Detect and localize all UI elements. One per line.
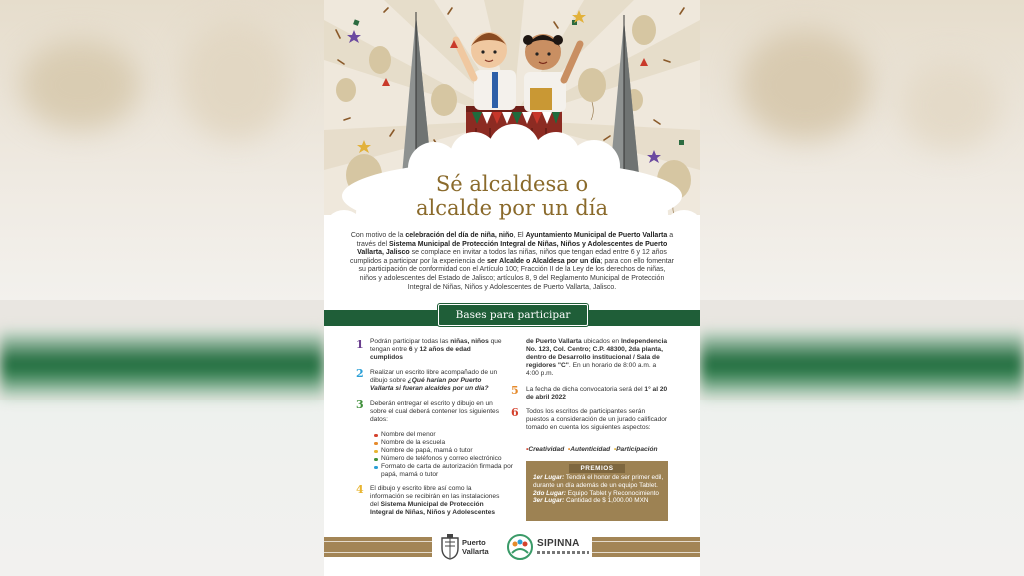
item-number-4: 4	[356, 483, 364, 496]
sipinna-logo: SIPINNA	[537, 538, 580, 549]
item-4-continued: de Puerto Vallarta ubicados en Independencia No. 123, Col. Centro; C.P. 48300, 2da planta, dentro de Desarrollo institucional / Sala de regidores "C". En un horario de 8:00 a.m. a 4:00 p.m.	[526, 338, 668, 378]
prizes-box	[526, 461, 668, 521]
required-data-list	[374, 431, 520, 480]
item-3-text: Deberán entregar el escrito y dibujo en un sobre el cual deberá contener los siguientes datos:	[370, 400, 500, 424]
coat-of-arms-icon	[440, 534, 460, 560]
blurred-background-right	[700, 0, 1024, 576]
item-5-text: La fecha de dicha convocatoria será del 1° al 20 de abril 2022	[526, 386, 668, 402]
bases-title: Bases para participar	[438, 304, 588, 326]
aspects-row: •Creatividad •Autenticidad •Participación	[526, 446, 658, 453]
list-item: Nombre de la escuela	[374, 439, 520, 447]
item-number-3: 3	[356, 398, 364, 411]
hero-illustration	[324, 0, 700, 232]
family-circle-icon	[506, 533, 534, 561]
list-item: Nombre de papá, mamá o tutor	[374, 447, 520, 455]
item-number-1: 1	[356, 338, 364, 351]
aspect-participacion: Participación	[616, 446, 658, 453]
logo-text-line-1: Puerto	[462, 538, 486, 547]
list-item: Número de teléfonos y correo electrónico	[374, 455, 520, 463]
list-item: Nombre del menor	[374, 431, 520, 439]
logo-text-line-2: Vallarta	[462, 547, 489, 556]
item-number-5: 5	[511, 384, 519, 397]
poster	[324, 0, 700, 576]
item-2-text: Realizar un escrito libre acompañado de un dibujo sobre ¿Qué harían por Puerto Vallarta si fueran alcaldes por un día?	[370, 369, 498, 393]
footer-band-right	[592, 537, 700, 557]
footer-band-left	[324, 537, 432, 557]
item-1-text: Podrán participar todas las niñas, niños que tengan entre 6 y 12 años de edad cumplidos	[370, 338, 502, 362]
puerto-vallarta-logo	[440, 532, 498, 562]
aspect-creatividad: Creatividad	[528, 446, 565, 453]
item-4-text: El dibujo y escrito libre así como la información se recibirán en las instalaciones del Sistema Municipal de Protección Integral de Niñas, Niños y Adolescentes	[370, 485, 500, 517]
sipinna-subtitle	[537, 551, 589, 554]
item-6-text: Todos los escritos de participantes serán puestos a consideración de un jurado calificador tomado en cuenta los siguientes aspectos:	[526, 408, 668, 432]
title-line-1: Sé alcaldesa o	[435, 172, 589, 196]
prizes-header: PREMIOS	[569, 464, 625, 473]
list-item: Formato de carta de autorización firmada por papá, mamá o tutor	[374, 463, 520, 479]
intro-paragraph: Con motivo de la celebración del día de niña, niño, El Ayuntamiento Municipal de Puerto Vallarta a través del Sistema Municipal de Protección Integral de Niñas, Niños y Adolescentes de Puerto Vallarta, Jalisco se complace en invitar a todos las niñas, niños que tengan edad entre 6 y 12 años cumplidos a participar por la experiencia de ser Alcalde o Alcaldesa por un día; para con ello fomentar su participación de conformidad con el Artículo 100; Fracción II de la Ley de los derechos de niñas, niños y adolescentes del Estado de Jalisco; artículos 8, 9 del Reglamento Municipal de Protección Integral de Niñas, Niños y Adolescentes de Puerto Vallarta, Jalisco.	[350, 232, 674, 291]
title-line-2: alcalde por un día	[416, 196, 608, 220]
aspect-autenticidad: Autenticidad	[570, 446, 611, 453]
item-number-2: 2	[356, 367, 364, 380]
blurred-background-left	[0, 0, 324, 576]
prizes-text: 1er Lugar: Tendrá el honor de ser primer edil, durante un día además de un equipo Tablet. 2do Lugar: Equipo Tablet y Reconocimiento 3er Lugar: Cantidad de $ 1,000.00 MXN	[533, 474, 664, 505]
item-number-6: 6	[511, 406, 519, 419]
